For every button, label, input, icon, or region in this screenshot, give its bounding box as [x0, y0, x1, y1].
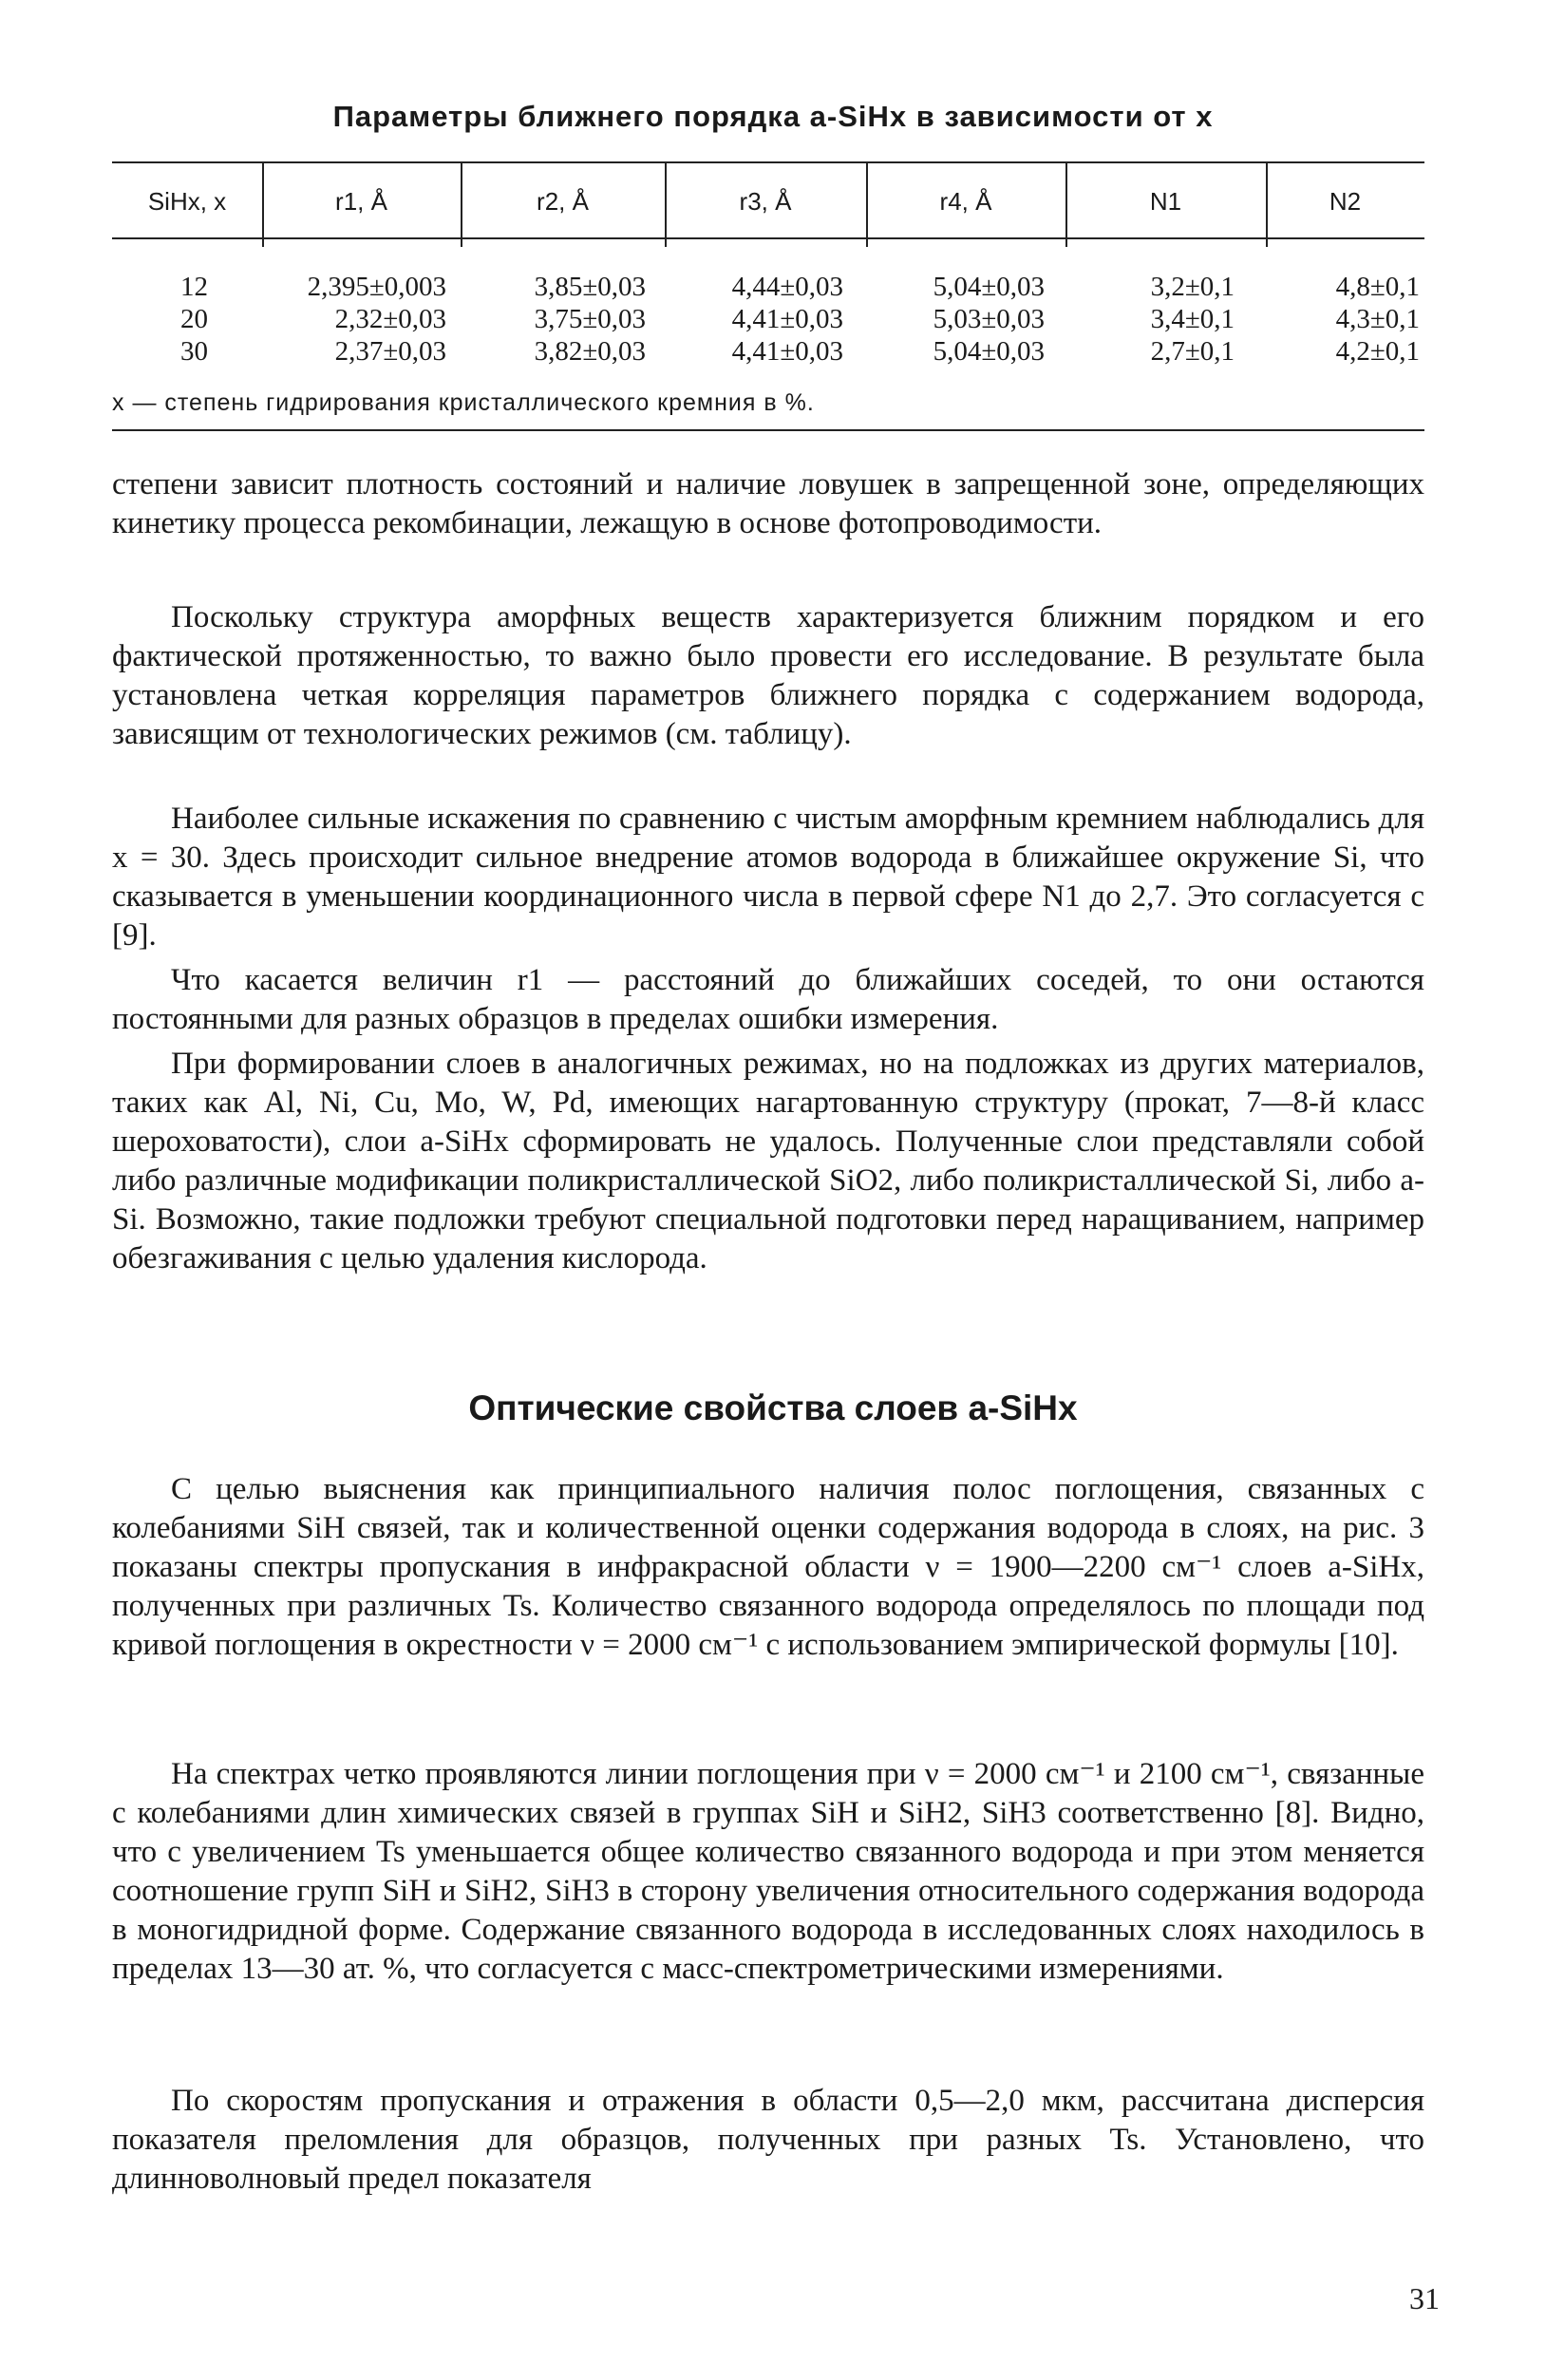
header-r1: r1, Å — [335, 187, 387, 216]
table-footnote: x — степень гидрирования кристаллического кремния в %. — [112, 389, 815, 416]
table-cell: 2,395±0,003 — [307, 272, 446, 302]
table-title: Параметры ближнего порядка a-SiHx в зависимости от x — [332, 100, 1214, 133]
paragraph: С целью выяснения как принципиального наличия полос поглощения, связанных с колебаниями SiH связей, так и количественной оценки содержания водорода в слоях, на рис. 3 показаны спектры пропускания в инфракрасной области ν = 1900—2200 см⁻¹ слоев a-SiHx, полученных при различных Ts. Количество связанного водорода определялось по площади под кривой поглощения в окрестности ν = 2000 см⁻¹ с использованием эмпирической формулы [10]. — [112, 1472, 1424, 1662]
header-n1: N1 — [1149, 187, 1182, 216]
paragraph: На спектрах четко проявляются линии поглощения при ν = 2000 см⁻¹ и 2100 см⁻¹, связанные с колебаниями длин химических связей в группах SiH и SiH2, SiH3 соответственно [8]. Видно, что с увеличением Ts уменьшается общее количество связанного водорода и при этом меняется соотношение групп SiH и SiH2, SiH3 в сторону увеличения относительного содержания водорода в моногидридной форме. Содержание связанного водорода в исследованных слоях находилось в пределах 13—30 ат. %, что согласуется с масс-спектрометрическими измерениями. — [112, 1757, 1424, 1986]
table-top-rule — [112, 161, 1424, 163]
header-r4: r4, Å — [939, 187, 992, 216]
paragraph: Наиболее сильные искажения по сравнению с чистым аморфным кремнием наблюдались для x = 30. Здесь происходит сильное внедрение атомов водорода в ближайшее окружение Si, что сказывается в уменьшении координационного числа в первой сфере N1 до 2,7. Это согласуется с [9]. — [112, 802, 1424, 953]
table-cell: 4,8±0,1 — [1335, 272, 1420, 302]
page-number: 31 — [1409, 2281, 1440, 2315]
paragraph: Поскольку структура аморфных веществ характеризуется ближним порядком и его фактической протяженностью, то важно было провести его исследование. В результате была установлена четкая корреляция параметров ближнего порядка с содержанием водорода, зависящим от технологических режимов (см. таблицу). — [112, 600, 1424, 751]
table-cell: 30 — [180, 336, 208, 367]
table-cell: 3,82±0,03 — [534, 336, 646, 367]
paragraph: При формировании слоев в аналогичных режимах, но на подложках из других материалов, таких как Al, Ni, Cu, Mo, W, Pd, имеющих нагартованную структуру (прокат, 7—8-й класс шероховатости), слои a-SiHx сформировать не удалось. Полученные слои представляли собой либо различные модификации поликристаллической SiO2, либо поликристаллической Si, либо a-Si. Возможно, такие подложки требуют специальной подготовки перед наращиванием, например обезгаживания с целью удаления кислорода. — [112, 1047, 1424, 1275]
table-cell: 5,04±0,03 — [933, 336, 1045, 367]
table-bottom-rule — [112, 429, 1424, 431]
paragraph: По скоростям пропускания и отражения в области 0,5—2,0 мкм, рассчитана дисперсия показателя преломления для образцов, полученных при разных Ts. Установлено, что длинноволновый предел показателя — [112, 2084, 1424, 2196]
table-cell: 20 — [180, 304, 208, 334]
table-cell: 4,3±0,1 — [1335, 304, 1420, 334]
header-r2: r2, Å — [537, 187, 589, 216]
table-header-rule — [112, 237, 1424, 239]
table-cell: 4,44±0,03 — [731, 272, 843, 302]
table-cell: 2,37±0,03 — [334, 336, 446, 367]
table-cell: 2,32±0,03 — [334, 304, 446, 334]
table-cell: 3,2±0,1 — [1150, 272, 1235, 302]
table-cell: 12 — [180, 272, 208, 302]
header-r3: r3, Å — [739, 187, 792, 216]
table-cell: 5,03±0,03 — [933, 304, 1045, 334]
header-n2: N2 — [1329, 187, 1362, 216]
paragraph: степени зависит плотность состояний и наличие ловушек в запрещенной зоне, определяющих кинетику процесса рекомбинации, лежащую в основе фотопроводимости. — [112, 467, 1424, 540]
table-cell: 3,4±0,1 — [1150, 304, 1235, 334]
table-cell: 3,75±0,03 — [534, 304, 646, 334]
table-cell: 4,41±0,03 — [731, 304, 843, 334]
header-sihx: SiHx, x — [147, 187, 227, 216]
table-cell: 3,85±0,03 — [534, 272, 646, 302]
table-cell: 4,2±0,1 — [1335, 336, 1420, 367]
section-heading: Оптические свойства слоев a-SiHx — [468, 1388, 1078, 1427]
table-cell: 4,41±0,03 — [731, 336, 843, 367]
table-cell: 2,7±0,1 — [1150, 336, 1235, 367]
paragraph: Что касается величин r1 — расстояний до ближайших соседей, то они остаются постоянными для разных образцов в пределах ошибки измерения. — [112, 963, 1424, 1036]
table-cell: 5,04±0,03 — [933, 272, 1045, 302]
